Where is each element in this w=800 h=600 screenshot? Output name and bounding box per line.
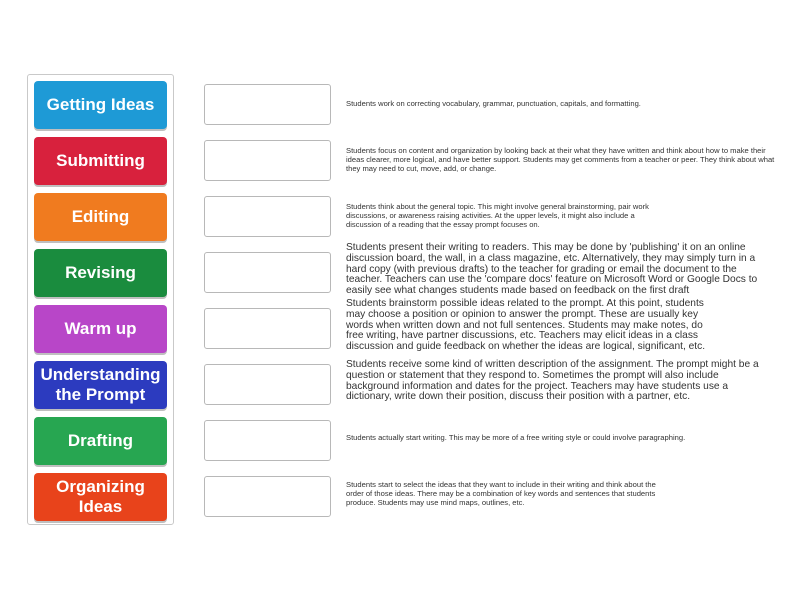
drop-slot-1[interactable] (204, 84, 331, 125)
tile-label: Submitting (56, 151, 145, 170)
description-4: Students present their writing to readers. This may be done by 'publishing' it on an online discussion board, the wall, in a class magazine, etc. Alternatively, they may simply turn in a hard copy (with previous drafts) to the teacher for grading or email the document to the teacher. Teachers can use the 'compare docs' feature on Microsoft Word or Google Docs to easily see what changes students made based on feedback on the first draft (346, 242, 758, 297)
tile-label: Warm up (64, 319, 137, 338)
tile-label: Drafting (67, 431, 134, 450)
description-7: Students actually start writing. This may be more of a free writing style or could involve paragraphing. (346, 433, 686, 442)
description-5: Students brainstorm possible ideas related to the prompt. At this point, students may choose a position or opinion to answer the prompt. These are usually key words when written down and not full sentences. Students may make notes, do free writing, have partner discussions, etc. Teachers may elicit ideas in a class discussion and guide feedback on whether the ideas are logical, significant, etc. (346, 298, 706, 353)
drop-slot-4[interactable] (204, 252, 331, 293)
description-6: Students receive some kind of written description of the assignment. The prompt might be a question or statement that they respond to. Sometimes the prompt will also include background information and dates for the project. Teachers may have students use a dictionary, write down their position, discuss their position with a partner, etc. (346, 359, 759, 403)
tile-drafting[interactable] (34, 417, 167, 465)
tile-label: Understanding the Prompt (40, 365, 161, 404)
drop-slot-3[interactable] (204, 196, 331, 237)
tile-label: Editing (71, 207, 130, 226)
tile-understanding-the-prompt[interactable] (34, 361, 167, 409)
drop-slot-6[interactable] (204, 364, 331, 405)
tile-warm-up[interactable] (34, 305, 167, 353)
tile-label: Revising (65, 263, 136, 282)
description-2: Students focus on content and organization by looking back at their what they have written and think about how to make their ideas clearer, more logical, and have better support. Students may get comments from a teacher or peer. They think about what they may need to cut, move, add, or change. (346, 146, 775, 173)
description-3: Students think about the general topic. This might involve general brainstorming, pair work discussions, or awareness raising activities. At the upper levels, it might also include a discussion of a reading that the essay prompt focuses on. (346, 202, 649, 229)
tile-label: Organizing Ideas (56, 477, 145, 516)
description-1: Students work on correcting vocabulary, grammar, punctuation, capitals, and formatting. (346, 99, 641, 108)
tile-bank (27, 74, 174, 525)
tile-organizing-ideas[interactable] (34, 473, 167, 521)
tile-submitting[interactable] (34, 137, 167, 185)
tile-revising[interactable] (34, 249, 167, 297)
tile-getting-ideas[interactable] (34, 81, 167, 129)
tile-label: Getting Ideas (46, 95, 155, 114)
tile-editing[interactable] (34, 193, 167, 241)
drop-slot-8[interactable] (204, 476, 331, 517)
drop-slot-7[interactable] (204, 420, 331, 461)
description-8: Students start to select the ideas that they want to include in their writing and think about the order of those ideas. There may be a combination of key words and sentences that students produce. Students may use mind maps, outlines, etc. (346, 480, 656, 507)
drop-slot-2[interactable] (204, 140, 331, 181)
drop-slot-5[interactable] (204, 308, 331, 349)
